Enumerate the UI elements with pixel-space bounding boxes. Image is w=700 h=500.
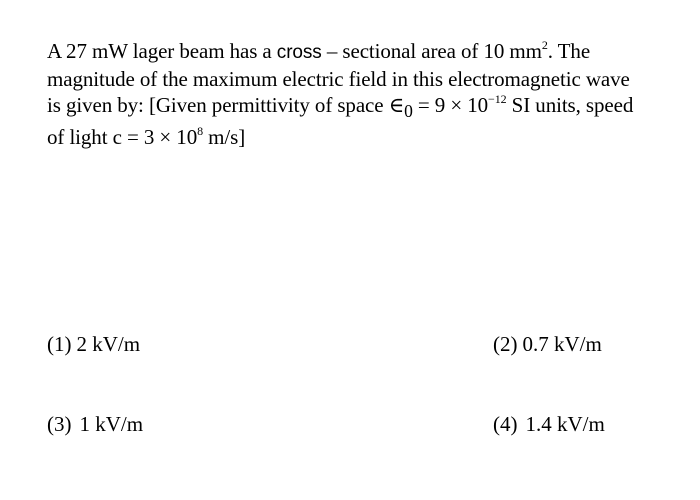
option-text: 2 kV/m [76,332,141,356]
option-2[interactable] [493,331,602,357]
option-1[interactable] [47,331,140,357]
option-3[interactable] [47,411,143,437]
question-text-part: = 9 × 10 [412,93,489,117]
option-4[interactable] [493,411,605,437]
question-text-part: m/s] [203,125,246,150]
epsilon-exponent: −12 [488,92,507,106]
question-text-part: SI units, speed of light c = 3 × 10 [47,93,634,150]
speed-of-light-exponent: 8 [197,124,204,139]
option-text: 0.7 kV/m [522,332,602,356]
epsilon-subscript: 0 [404,101,413,122]
question-text [47,38,637,150]
question-text-part: cross [276,42,322,63]
option-text: 1 kV/m [79,412,144,436]
option-number: (1) [47,332,72,356]
option-number: (4) [493,412,518,436]
question-text-part: . The magnitude of the maximum electric field in this electromagnetic wave is given by: [Given permittivity of space ∈ [47,39,630,117]
option-number: (3) [47,412,72,436]
area-exponent: 2 [541,38,548,52]
question-text-part: – sectional area of 10 mm [321,39,542,63]
option-text: 1.4 kV/m [525,412,605,436]
option-number: (2) [493,332,518,356]
question-text-part: A 27 mW lager beam has a [47,39,277,63]
